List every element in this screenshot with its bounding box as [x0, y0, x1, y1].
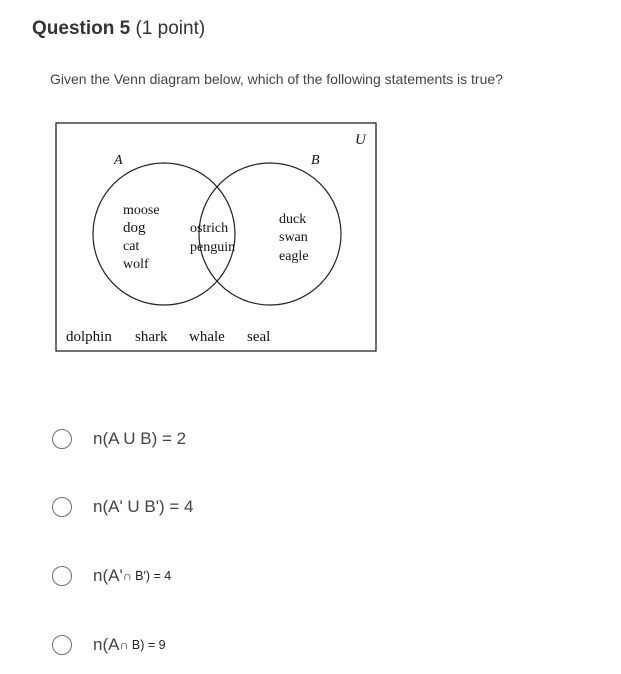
question-prompt: Given the Venn diagram below, which of the following statements is true?: [50, 71, 503, 87]
option-text: n(A: [93, 635, 120, 654]
only-a-item: wolf: [123, 257, 149, 272]
question-points: (1 point): [135, 18, 206, 39]
radio-button[interactable]: [52, 497, 72, 517]
intersection-item: ostrich: [190, 221, 229, 236]
radio-button[interactable]: [52, 429, 72, 449]
only-b-item: eagle: [279, 249, 309, 264]
option-text: n(A' U B') = 4: [93, 497, 194, 516]
radio-button[interactable]: [52, 635, 72, 655]
radio-button[interactable]: [52, 566, 72, 586]
only-a-item: moose: [123, 203, 160, 218]
option-text-small: ∩ B') = 4: [122, 569, 172, 583]
universe-label: U: [355, 132, 366, 148]
only-b-item: swan: [279, 230, 308, 245]
answer-option-1[interactable]: [52, 426, 186, 452]
question-header: [32, 18, 205, 40]
answer-option-3[interactable]: [52, 563, 171, 589]
option-text-small: ∩ B) = 9: [119, 638, 166, 652]
question-title: Question 5: [32, 18, 131, 39]
option-text: n(A U B) = 2: [93, 429, 187, 448]
answer-option-4[interactable]: [52, 632, 166, 658]
set-a-label: A: [114, 153, 123, 168]
only-a-item: dog: [123, 220, 146, 236]
set-b-label: B: [311, 153, 320, 168]
outside-item: whale: [189, 329, 225, 345]
answer-option-2[interactable]: [52, 494, 194, 520]
option-text: n(A': [93, 566, 123, 585]
only-b-item: duck: [279, 212, 307, 227]
outside-item: dolphin: [66, 329, 112, 345]
venn-diagram: [55, 122, 377, 352]
only-a-item: cat: [123, 239, 140, 254]
outside-item: shark: [135, 329, 168, 345]
outside-item: seal: [247, 329, 271, 345]
universe-box: [56, 123, 376, 351]
intersection-item: penguin: [190, 240, 236, 255]
